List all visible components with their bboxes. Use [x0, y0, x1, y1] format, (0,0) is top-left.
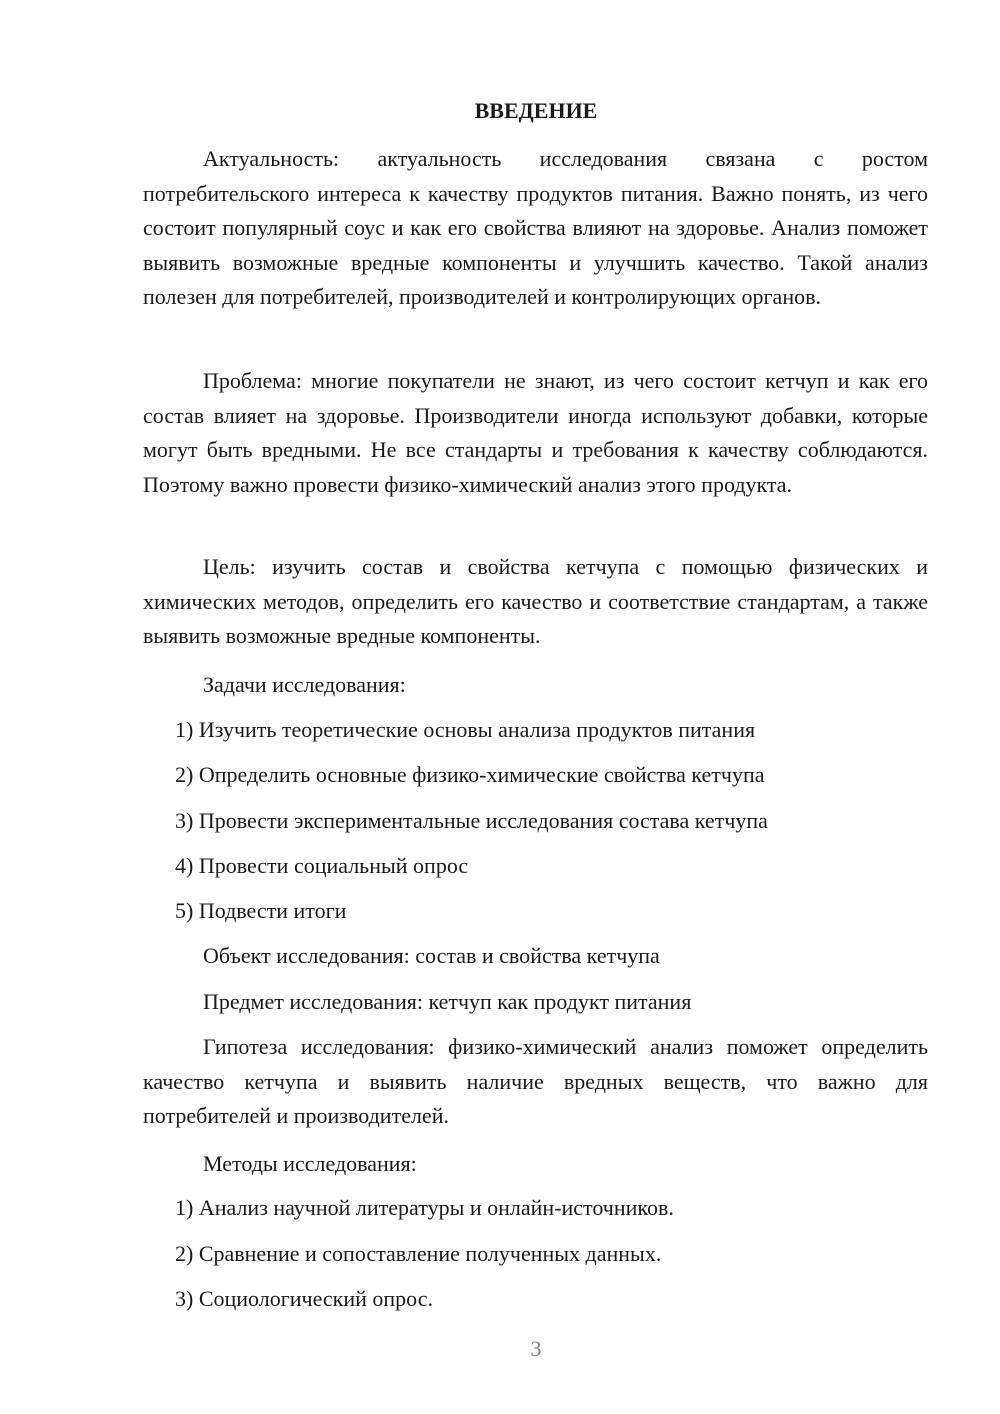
goal-paragraph: Цель: изучить состав и свойства кетчупа с помощью физических и химических методов, определить его качество и соответствие стандартам, а также выявить возможные вредные компоненты.: [143, 554, 928, 649]
method-item: 1) Анализ научной литературы и онлайн-источников.: [175, 1195, 674, 1220]
method-item: 3) Социологический опрос.: [175, 1286, 433, 1311]
page-number: 3: [530, 1336, 542, 1361]
problem-paragraph: Проблема: многие покупатели не знают, из чего состоит кетчуп и как его состав влияет на здоровье. Производители иногда используют добавки, которые могут быть вредными. Не все стандарты и требования к качеству соблюдаются. Поэтому важно провести физико-химический анализ этого продукта.: [143, 368, 928, 497]
task-item: 4) Провести социальный опрос: [175, 853, 469, 878]
task-item: 2) Определить основные физико-химические свойства кетчупа: [175, 762, 765, 787]
tasks-heading: Задачи исследования:: [203, 672, 406, 697]
research-subject: Предмет исследования: кетчуп как продукт питания: [203, 989, 692, 1014]
task-item: 3) Провести экспериментальные исследования состава кетчупа: [175, 808, 768, 833]
task-item: 1) Изучить теоретические основы анализа продуктов питания: [175, 717, 756, 742]
relevance-paragraph: Актуальность: актуальность исследования связана с ростом потребительского интереса к качеству продуктов питания. Важно понять, из чего состоит популярный соус и как его свойства влияют на здоровье. Анализ поможет выявить возможные вредные компоненты и улучшить качество. Такой анализ полезен для потребителей, производителей и контролирующих органов.: [143, 146, 928, 310]
hypothesis-paragraph: Гипотеза исследования: физико-химический анализ поможет определить качество кетчупа и выявить наличие вредных веществ, что важно для потребителей и производителей.: [143, 1034, 928, 1129]
methods-heading: Методы исследования:: [203, 1151, 417, 1176]
page-title: ВВЕДЕНИЕ: [474, 98, 598, 123]
research-object: Объект исследования: состав и свойства кетчупа: [203, 943, 660, 968]
task-item: 5) Подвести итоги: [175, 898, 347, 923]
method-item: 2) Сравнение и сопоставление полученных данных.: [175, 1241, 662, 1266]
